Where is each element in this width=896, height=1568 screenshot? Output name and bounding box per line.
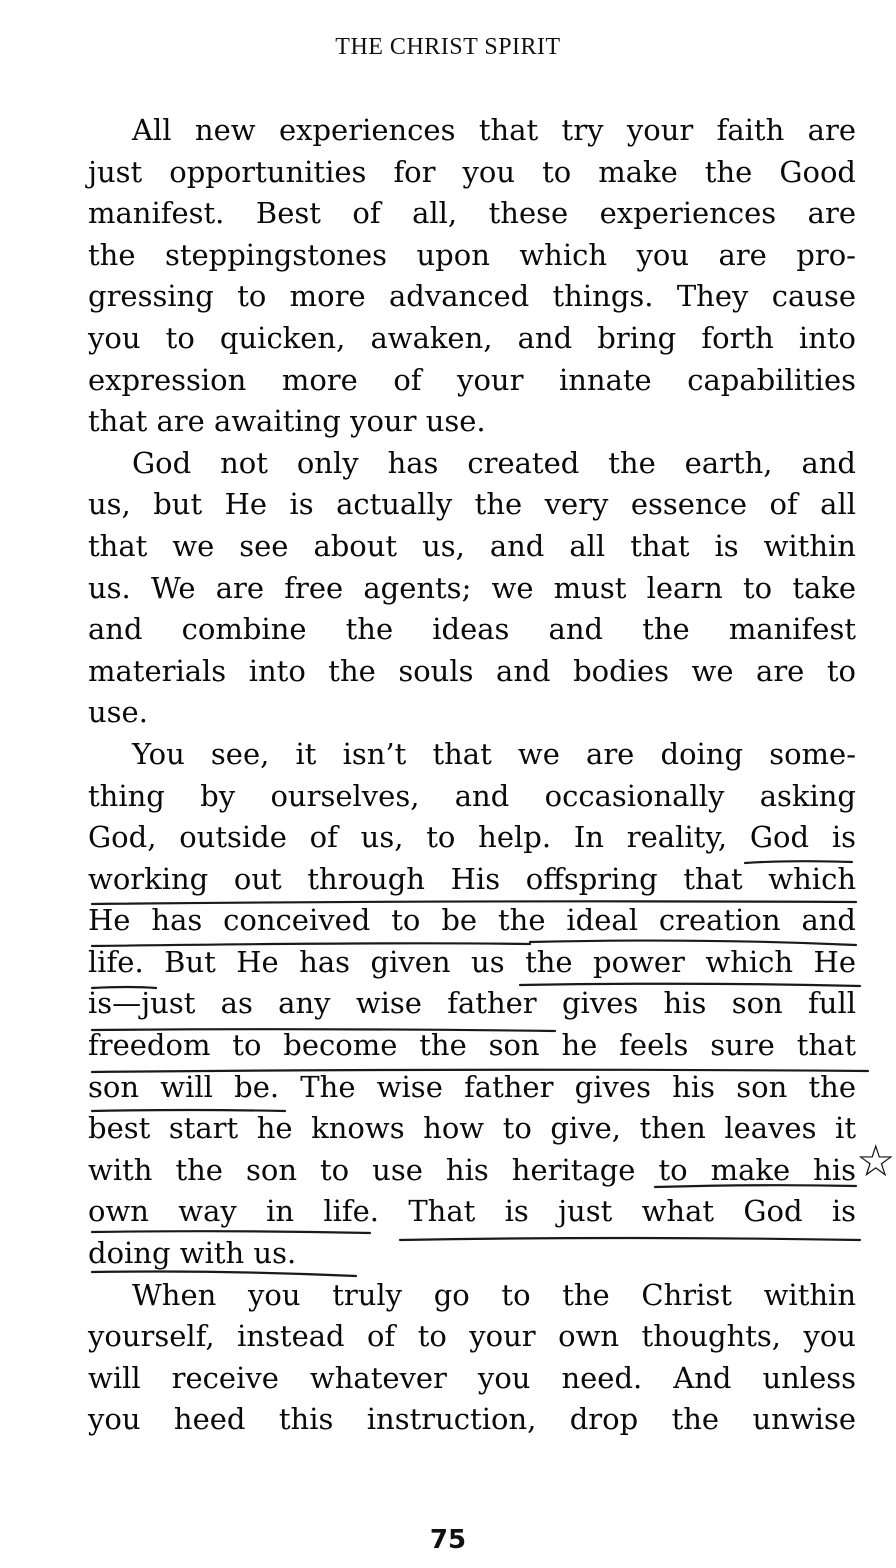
text-line: son will be. The wise father gives his son the [88, 1069, 856, 1104]
star-mark-icon: ☆ [856, 1136, 896, 1187]
text-line: that we see about us, and all that is within [88, 528, 856, 563]
text-line: will receive whatever you need. And unless [88, 1360, 856, 1395]
text-line: God, outside of us, to help. In reality, God is [88, 820, 856, 855]
text-line: that are awaiting your use. [88, 404, 486, 439]
text-line: When you truly go to the Christ within [132, 1277, 856, 1312]
body-text [88, 110, 856, 1441]
paragraph-2 [88, 443, 856, 734]
paragraph-4 [88, 1275, 856, 1441]
text-line: own way in life. That is just what God is [88, 1194, 856, 1229]
text-line: just opportunities for you to make the Good [88, 154, 856, 189]
paragraph-3 [88, 734, 856, 1275]
text-line: you heed this instruction, drop the unwise [88, 1402, 856, 1437]
text-line: thing by ourselves, and occasionally asking [88, 778, 856, 813]
text-line: materials into the souls and bodies we are to [88, 653, 856, 688]
text-line: best start he knows how to give, then leaves it [88, 1111, 856, 1146]
text-line: is—just as any wise father gives his son full [88, 986, 856, 1021]
text-line: the steppingstones upon which you are pro- [88, 237, 856, 272]
text-line: us. We are free agents; we must learn to take [88, 570, 856, 605]
paragraph-1 [88, 110, 856, 443]
running-header: THE CHRIST SPIRIT [335, 34, 561, 60]
text-line: All new experiences that try your faith are [132, 113, 856, 147]
text-line: doing with us. [88, 1236, 297, 1271]
text-line: life. But He has given us the power which He [88, 944, 856, 979]
text-line: God not only has created the earth, and [132, 445, 856, 480]
text-line: use. [88, 695, 148, 730]
text-line: working out through His offspring that which [88, 861, 856, 896]
text-line: gressing to more advanced things. They cause [88, 279, 856, 314]
text-line: yourself, instead of to your own thoughts, you [88, 1319, 856, 1354]
text-line: and combine the ideas and the manifest [88, 612, 856, 647]
text-line: you to quicken, awaken, and bring forth into [88, 320, 856, 355]
text-line: freedom to become the son he feels sure that [88, 1028, 856, 1063]
page-number: 75 [429, 1525, 467, 1555]
text-line: You see, it isn’t that we are doing some- [132, 736, 856, 771]
text-line: us, but He is actually the very essence of all [88, 487, 856, 522]
text-line: manifest. Best of all, these experiences are [88, 196, 856, 231]
text-line: expression more of your innate capabilities [88, 362, 856, 397]
text-line: with the son to use his heritage to make his [88, 1152, 856, 1187]
text-line: He has conceived to be the ideal creation and [88, 903, 856, 938]
